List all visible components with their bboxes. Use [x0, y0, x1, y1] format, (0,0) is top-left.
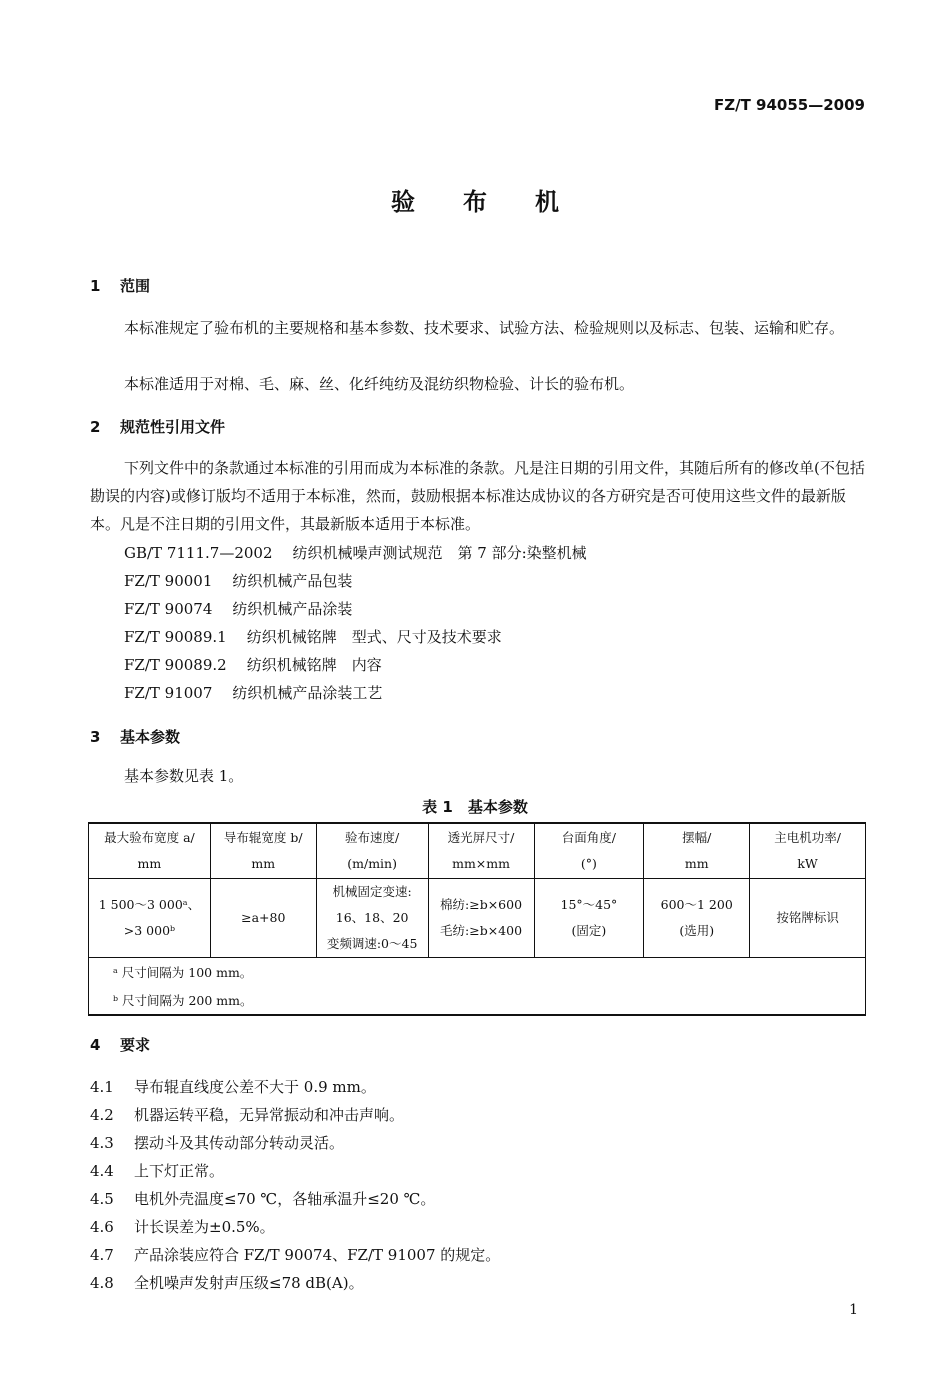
reference-item [124, 570, 352, 591]
table-header-cell: 验布速度/ (m/min) [316, 823, 428, 879]
page-number: 1 [849, 1302, 858, 1318]
table-header-cell: 透光屏尺寸/ mm×mm [428, 823, 534, 879]
section-1-paragraph-1: 本标准规定了验布机的主要规格和基本参数、技术要求、试验方法、检验规则以及标志、包装、运输和贮存。 [124, 319, 845, 337]
reference-title: 纺织机械铭牌 型式、尺寸及技术要求 [246, 628, 502, 646]
reference-title: 纺织机械产品涂装 [232, 600, 353, 618]
reference-code: FZ/T 91007 [124, 684, 213, 702]
reference-item [124, 542, 587, 563]
table-header-cell: 导布辊宽度 b/ mm [210, 823, 316, 879]
reference-item [124, 598, 352, 619]
document-title: 验布机 [391, 188, 607, 216]
table-cell-screen: 棉纺:≥b×600 毛纺:≥b×400 [428, 879, 534, 958]
reference-code: FZ/T 90089.1 [124, 628, 227, 646]
reference-item [124, 654, 382, 675]
table-header-cell: 主电机功率/ kW [750, 823, 866, 879]
reference-code: FZ/T 90001 [124, 572, 213, 590]
requirement-item: 4.5 电机外壳温度≤70 ℃，各轴承温升≤20 ℃。 [90, 1190, 436, 1208]
reference-code: FZ/T 90074 [124, 600, 213, 618]
section-2-intro: 下列文件中的条款通过本标准的引用而成为本标准的条款。凡是注日期的引用文件，其随后所有的修改单(不包括勘误的内容)或修订版均不适用于本标准，然而，鼓励根据本标准达成协议的各方研究是否可使用这些文件的最新版本。凡是不注日期的引用文件，其最新版本适用于本标准。 [90, 459, 865, 533]
table-cell-roller: ≥a+80 [210, 879, 316, 958]
section-title: 要求 [120, 1036, 151, 1054]
section-1-heading [90, 275, 150, 296]
table-cell-speed: 机械固定变速: 16、18、20 变频调速:0～45 [316, 879, 428, 958]
table-note-text: ᵇ 尺寸间隔为 200 mm。 [89, 986, 866, 1015]
standard-number: FZ/T 94055—2009 [714, 96, 865, 114]
requirement-item: 4.4 上下灯正常。 [90, 1162, 225, 1180]
reference-title: 纺织机械产品涂装工艺 [232, 684, 383, 702]
table-header-cell: 台面角度/ (°) [534, 823, 644, 879]
table-note [89, 986, 866, 1015]
section-title: 范围 [120, 277, 151, 295]
section-number: 1 [90, 277, 101, 295]
table-note [89, 958, 866, 987]
table-note-text: ᵃ 尺寸间隔为 100 mm。 [89, 958, 866, 987]
requirement-item: 4.7 产品涂装应符合 FZ/T 90074、FZ/T 91007 的规定。 [90, 1246, 501, 1264]
reference-title: 纺织机械噪声测试规范 第 7 部分:染整机械 [292, 544, 587, 562]
table-cell-swing: 600～1 200 (选用) [644, 879, 750, 958]
basic-parameters-table [88, 822, 866, 1016]
requirement-item: 4.8 全机噪声发射声压级≤78 dB(A)。 [90, 1274, 364, 1292]
requirement-item: 4.6 计长误差为±0.5%。 [90, 1218, 275, 1236]
reference-code: GB/T 7111.7—2002 [124, 544, 273, 562]
section-title: 规范性引用文件 [120, 418, 226, 436]
reference-item [124, 682, 382, 703]
section-3-intro: 基本参数见表 1。 [124, 767, 244, 785]
reference-item [124, 626, 502, 647]
section-number: 4 [90, 1036, 101, 1054]
section-4-heading [90, 1034, 150, 1055]
table-header-cell: 摆幅/ mm [644, 823, 750, 879]
reference-title: 纺织机械铭牌 内容 [246, 656, 382, 674]
section-number: 3 [90, 728, 101, 746]
table-cell-power: 按铭牌标识 [750, 879, 866, 958]
section-3-heading [90, 726, 180, 747]
section-number: 2 [90, 418, 101, 436]
section-title: 基本参数 [120, 728, 181, 746]
table-cell-angle: 15°～45° (固定) [534, 879, 644, 958]
reference-title: 纺织机械产品包装 [232, 572, 353, 590]
requirement-item: 4.1 导布辊直线度公差不大于 0.9 mm。 [90, 1078, 376, 1096]
table-title: 表 1 基本参数 [422, 798, 528, 816]
requirement-item: 4.2 机器运转平稳，无异常振动和冲击声响。 [90, 1106, 405, 1124]
table-header-row [89, 823, 866, 879]
section-2-heading [90, 416, 225, 437]
table-cell-width: 1 500～3 000ᵃ、 >3 000ᵇ [89, 879, 211, 958]
table-row [89, 879, 866, 958]
section-1-paragraph-2: 本标准适用于对棉、毛、麻、丝、化纤纯纺及混纺织物检验、计长的验布机。 [124, 375, 635, 393]
reference-code: FZ/T 90089.2 [124, 656, 227, 674]
table-header-cell: 最大验布宽度 a/ mm [89, 823, 211, 879]
requirement-item: 4.3 摆动斗及其传动部分转动灵活。 [90, 1134, 345, 1152]
